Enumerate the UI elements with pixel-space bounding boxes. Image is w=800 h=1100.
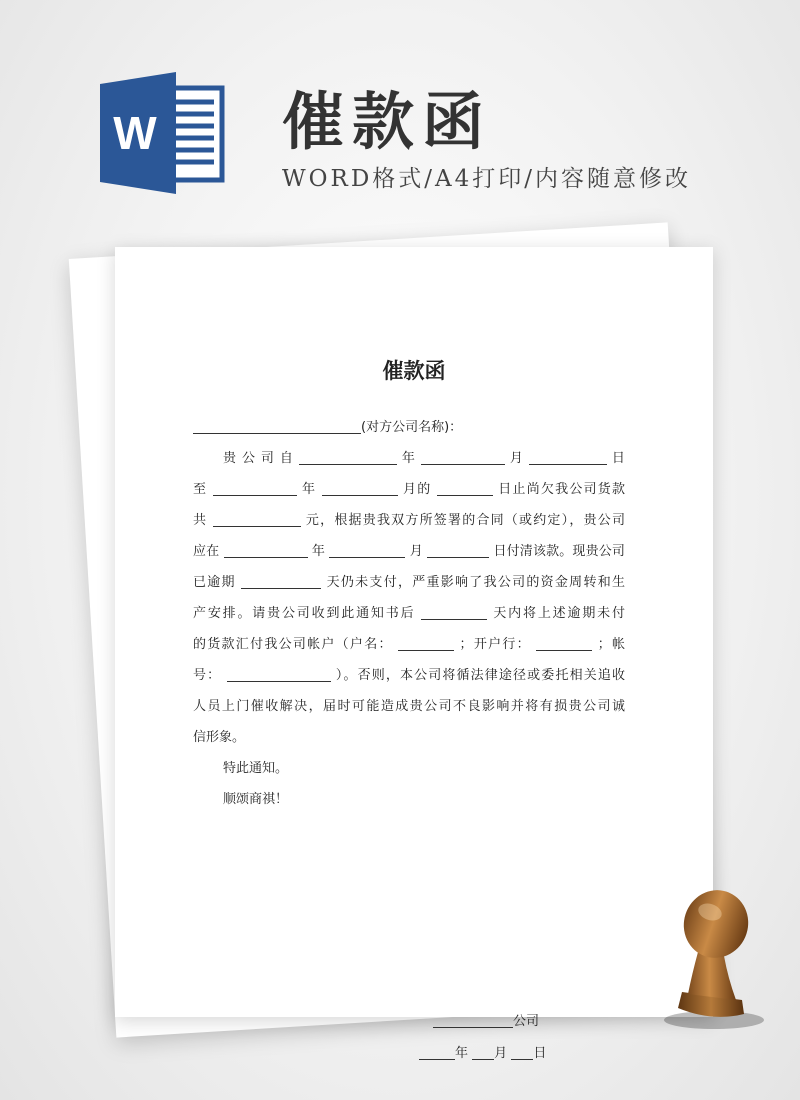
- paragraph-line: [193, 443, 625, 474]
- word-logo-letter: W: [113, 107, 157, 159]
- paragraph-line: [193, 660, 625, 691]
- month-label: 月: [494, 1046, 508, 1061]
- text: 应在: [193, 544, 220, 559]
- banner-title: 催款函: [282, 85, 493, 158]
- text: ；帐: [597, 637, 625, 652]
- text: 年: [311, 544, 326, 559]
- document-body: [193, 412, 625, 1061]
- text: 日: [611, 451, 625, 466]
- word-logo-icon: [100, 72, 226, 194]
- blank: [529, 450, 607, 465]
- text: 共: [193, 513, 208, 528]
- text: 月的: [402, 482, 432, 497]
- blank: [241, 574, 321, 589]
- year-blank: [419, 1045, 455, 1060]
- paragraph-line: [193, 536, 625, 567]
- day-label: 日: [533, 1046, 547, 1061]
- text: 元，根据贵我双方所签署的合同（或约定），贵公司: [305, 513, 625, 528]
- year-label: 年: [455, 1046, 469, 1061]
- text: 号：: [193, 668, 222, 683]
- text: 日付清该款。现贵公司: [493, 544, 625, 559]
- paragraph-line: 人员上门催收解决，届时可能造成贵公司不良影响并将有损贵公司诚: [193, 699, 625, 714]
- text: 已逾期: [193, 575, 236, 590]
- text: 贵 公 司 自: [223, 451, 294, 466]
- signature-company-line: [193, 1010, 625, 1029]
- blank: [322, 481, 398, 496]
- paragraph-line: [193, 474, 625, 505]
- blank: [224, 543, 308, 558]
- recipient-suffix: (对方公司名称)：: [361, 420, 463, 435]
- paragraph-line: [193, 505, 625, 536]
- text: 年: [401, 451, 416, 466]
- text: 月: [509, 451, 524, 466]
- blank: [329, 543, 405, 558]
- company-blank: [433, 1013, 513, 1028]
- document-title: 催款函: [382, 358, 446, 383]
- recipient-line: [193, 412, 625, 443]
- notice-line: 特此通知。: [223, 761, 289, 776]
- text: 的货款汇付我公司帐户（户名：: [193, 637, 393, 652]
- text: 日止尚欠我公司货款: [498, 482, 625, 497]
- paragraph-line: [193, 598, 625, 629]
- signature-date-line: [193, 1042, 625, 1061]
- banner-subtitle: WORD格式/A4打印/内容随意修改: [282, 166, 691, 192]
- blank: [299, 450, 397, 465]
- closing-line: 顺颂商祺！: [223, 792, 289, 807]
- month-blank: [472, 1045, 494, 1060]
- day-blank: [511, 1045, 533, 1060]
- text: ）。否则，本公司将循法律途径或委托相关追收: [335, 668, 625, 683]
- blank: [213, 512, 301, 527]
- paragraph-line: [193, 567, 625, 598]
- paragraph-line: [193, 629, 625, 660]
- document-page: [115, 247, 713, 1061]
- text: 天仍未支付，严重影响了我公司的资金周转和生: [326, 575, 625, 590]
- text: 天内将上述逾期未付: [493, 606, 625, 621]
- blank: [227, 667, 331, 682]
- text: ；开户行：: [459, 637, 531, 652]
- blank: [398, 636, 454, 651]
- paragraph-line: 信形象。: [193, 730, 246, 745]
- text: 至: [193, 482, 208, 497]
- blank: [421, 450, 505, 465]
- wooden-stamp-icon: [652, 882, 772, 1032]
- blank: [536, 636, 592, 651]
- text: 月: [409, 544, 423, 559]
- recipient-blank: [193, 419, 361, 434]
- blank: [427, 543, 489, 558]
- text: 年: [301, 482, 317, 497]
- signature-company-label: 公司: [513, 1014, 540, 1029]
- blank: [213, 481, 297, 496]
- blank: [437, 481, 493, 496]
- blank: [421, 605, 487, 620]
- text: 产安排。请贵公司收到此通知书后: [193, 606, 416, 621]
